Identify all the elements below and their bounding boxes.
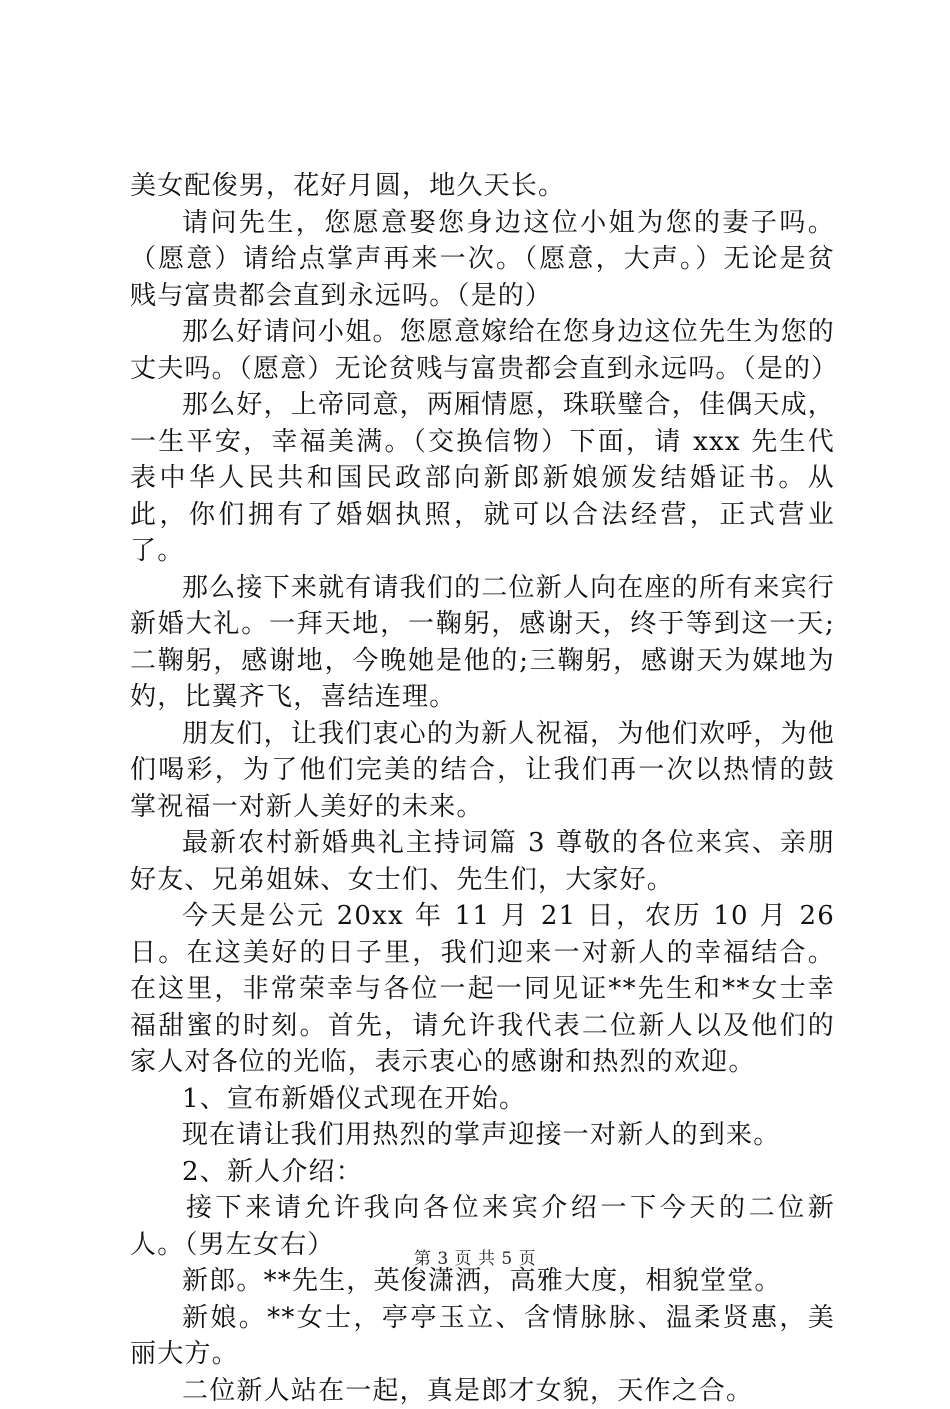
list-item: 2、新人介绍： [130,1154,835,1191]
page-number-label: 第 3 页 共 5 页 [414,1249,536,1269]
paragraph: 新娘。**女士，亭亭玉立、含情脉脉、温柔贤惠，美丽大方。 [130,1300,835,1373]
paragraph: 请问先生，您愿意娶您身边这位小姐为您的妻子吗。（愿意）请给点掌声再来一次。（愿意，大声。）无论是贫贱与富贵都会直到永远吗。（是的） [130,205,835,315]
paragraph: 最新农村新婚典礼主持词篇 3 尊敬的各位来宾、亲朋好友、兄弟姐妹、女士们、先生们，大家好。 [130,825,835,898]
paragraph: 美女配俊男，花好月圆，地久天长。 [130,168,835,205]
paragraph: 接下来请允许我向各位来宾介绍一下今天的二位新人。（男左女右） [130,1190,835,1263]
paragraph: 今天是公元 20xx 年 11 月 21 日，农历 10 月 26 日。在这美好的日子里，我们迎来一对新人的幸福结合。在这里，非常荣幸与各位一起一同见证**先生和**女士幸福甜蜜的时刻。首先，请允许我代表二位新人以及他们的家人对各位的光临，表示衷心的感谢和热烈的欢迎。 [130,898,835,1081]
paragraph: 新郎。**先生，英俊潇洒，高雅大度，相貌堂堂。 [130,1263,835,1300]
paragraph: 二位新人站在一起，真是郎才女貌，天作之合。 [130,1373,835,1409]
paragraph: 那么接下来就有请我们的二位新人向在座的所有来宾行新婚大礼。一拜天地，一鞠躬，感谢天，终于等到这一天;二鞠躬，感谢地，今晚她是他的;三鞠躬，感谢天为媒地为妁，比翼齐飞，喜结连理。 [130,570,835,716]
paragraph: 那么好，上帝同意，两厢情愿，珠联璧合，佳偶天成，一生平安，幸福美满。（交换信物）下面，请 xxx 先生代表中华人民共和国民政部向新郎新娘颁发结婚证书。从此，你们拥有了婚姻执照，就可以合法经营，正式营业了。 [130,387,835,570]
list-item: 1、宣布新婚仪式现在开始。 [130,1081,835,1118]
document-body [130,168,835,1409]
page-footer [0,1244,950,1269]
paragraph: 现在请让我们用热烈的掌声迎接一对新人的到来。 [130,1117,835,1154]
paragraph: 朋友们，让我们衷心的为新人祝福，为他们欢呼，为他们喝彩，为了他们完美的结合，让我们再一次以热情的鼓掌祝福一对新人美好的未来。 [130,716,835,826]
paragraph: 那么好请问小姐。您愿意嫁给在您身边这位先生为您的丈夫吗。（愿意）无论贫贱与富贵都会直到永远吗。（是的） [130,314,835,387]
